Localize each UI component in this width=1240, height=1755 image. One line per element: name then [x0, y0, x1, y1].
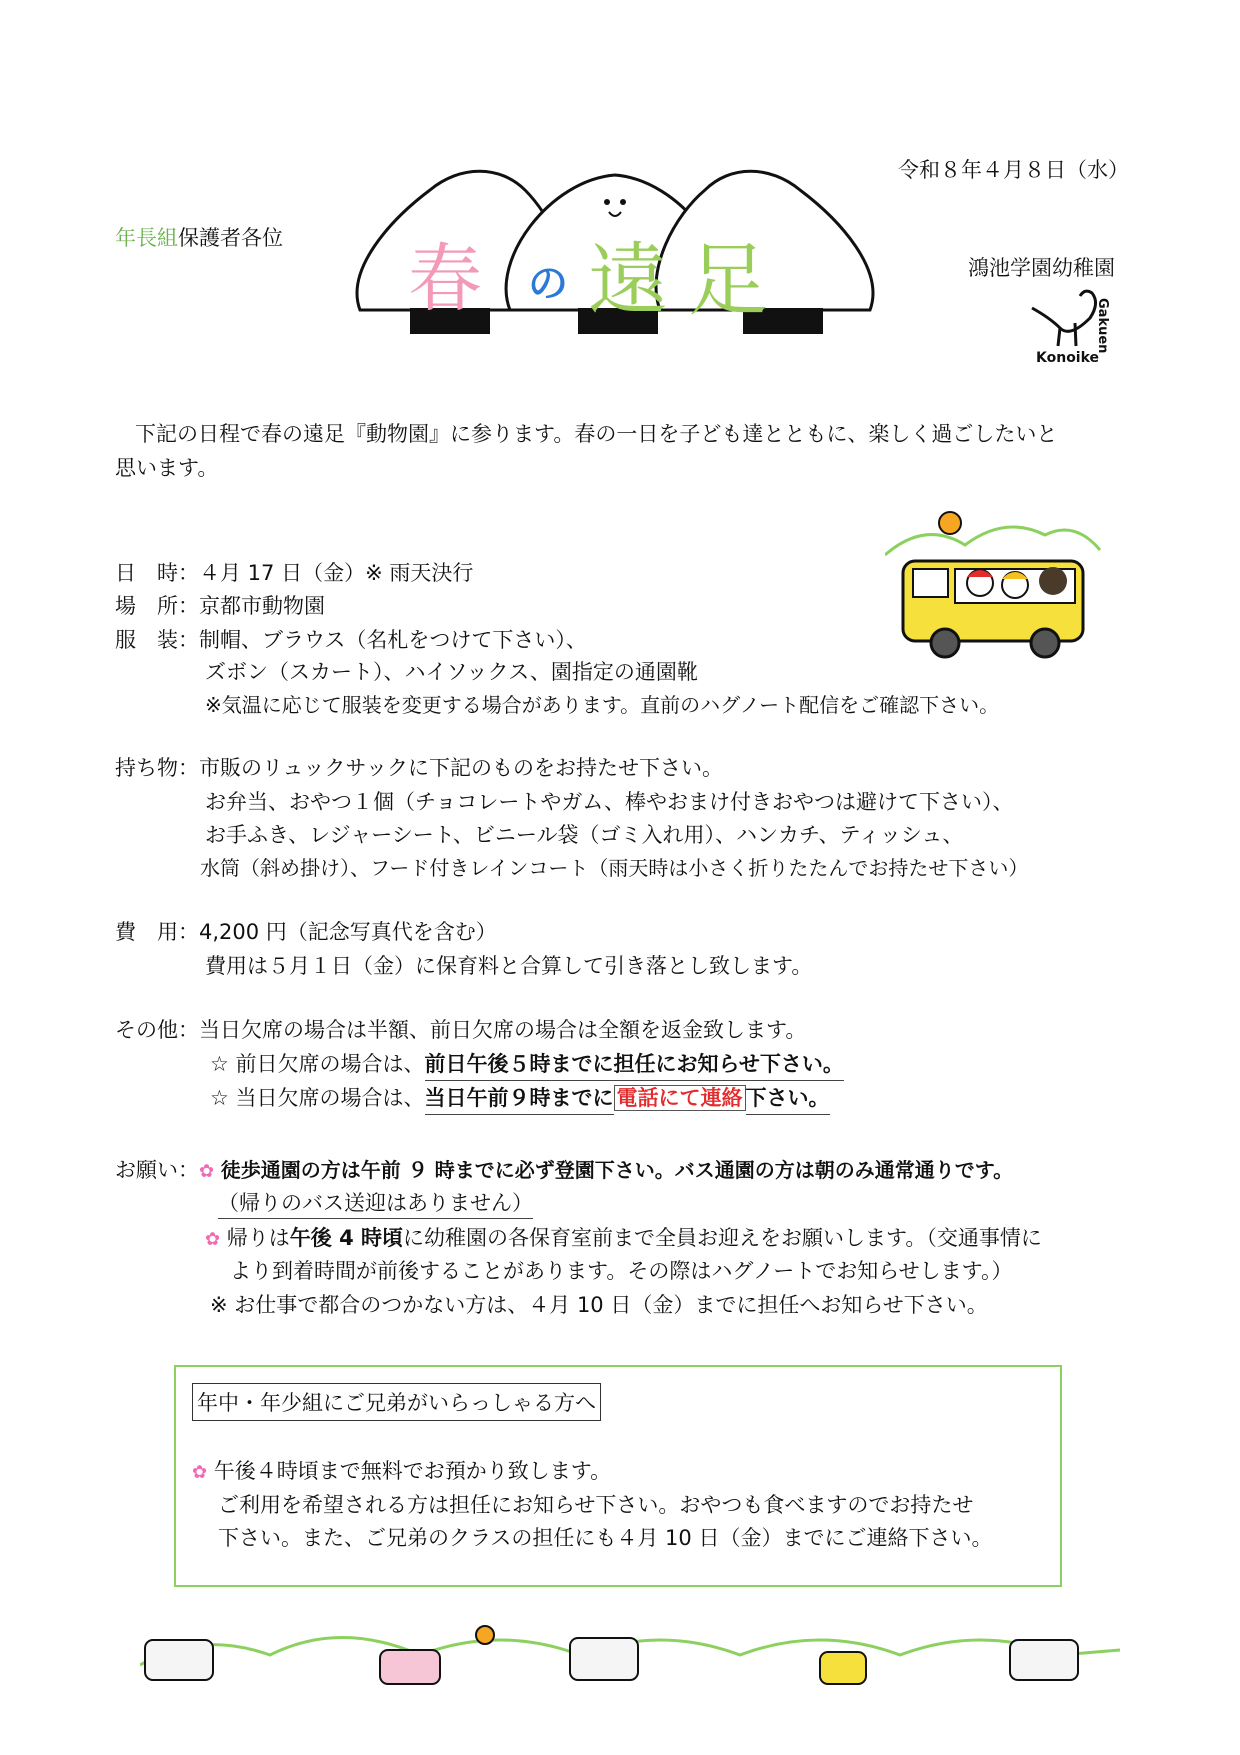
cost-line-1: 4,200 円（記念写真代を含む） [199, 920, 497, 944]
other-3-prefix: ☆ 当日欠席の場合は、 [210, 1086, 425, 1110]
flower-icon: ✿ [205, 1229, 221, 1250]
other-2-emphasis: 前日午後５時までに担任にお知らせ下さい。 [425, 1052, 844, 1081]
logo-text-gakuen: Gakuen [1095, 298, 1110, 354]
bottom-decoration [140, 1610, 1120, 1700]
other-3-phone: 電話にて連絡 [614, 1085, 746, 1111]
date-value: ４月 17 日（金）※ 雨天決行 [199, 561, 474, 585]
other-3-suffix: 下さい。 [746, 1086, 830, 1115]
recipient-suffix: 保護者各位 [178, 226, 283, 250]
recipient-grade: 年長組 [115, 226, 178, 250]
clothes-line-1: 制帽、ブラウス（名札をつけて下さい）、 [199, 628, 587, 652]
sibling-line-3: 下さい。また、ご兄弟のクラスの担任にも４月 10 日（金）までにご連絡下さい。 [218, 1526, 993, 1550]
bus-illustration [885, 505, 1105, 665]
other-2-prefix: ☆ 前日欠席の場合は、 [210, 1052, 425, 1076]
sibling-line-2: ご利用を希望される方は担任にお知らせ下さい。おやつも食べますのでお持たせ [218, 1493, 974, 1517]
intro-line-2: 思います。 [115, 456, 219, 480]
date-row [115, 563, 473, 584]
other-line-1: 当日欠席の場合は半額、前日欠席の場合は全額を返金致します。 [199, 1018, 807, 1042]
cost-label: 費 用： [115, 920, 199, 944]
date-label: 日 時： [115, 561, 199, 585]
items-line-3: お手ふき、レジャーシート、ビニール袋（ゴミ入れ用）、ハンカチ、ティッシュ、 [205, 823, 964, 847]
request-2-a: 帰りは [226, 1226, 290, 1250]
cost-line-2: 費用は５月１日（金）に保育料と合算して引き落とし致します。 [205, 954, 813, 978]
place-value: 京都市動物園 [199, 594, 325, 618]
clothes-label: 服 装： [115, 628, 199, 652]
request-label: お願い： [115, 1158, 199, 1182]
flower-icon: ✿ [199, 1161, 215, 1182]
request-row [115, 1160, 1013, 1181]
recipient [115, 228, 283, 249]
title-illustration [350, 160, 880, 340]
clothes-line-3: ※気温に応じて服装を変更する場合があります。直前のハグノート配信をご確認下さい。 [205, 693, 1000, 717]
flower-icon: ✿ [192, 1462, 208, 1483]
title-char-no: の [528, 261, 568, 307]
other-row [115, 1020, 806, 1041]
sibling-notice-box [174, 1365, 1062, 1587]
items-row [115, 758, 723, 779]
title-char-spring: 春 [408, 236, 482, 322]
school-logo [1030, 288, 1130, 368]
request-2-c: に幼稚園の各保育室前まで全員お迎えをお願いします。（交通事情に [403, 1226, 1042, 1250]
request-line-3: ※ お仕事で都合のつかない方は、４月 10 日（金）までに担任へお知らせ下さい。 [210, 1293, 988, 1317]
cost-row [115, 922, 497, 943]
other-3-emphasis: 当日午前９時までに [425, 1086, 614, 1115]
school-name: 鴻池学園幼稚園 [968, 256, 1115, 280]
school-bus-icon [885, 505, 1105, 665]
place-row [115, 596, 325, 617]
items-line-2: お弁当、おやつ１個（チョコレートやガム、棒やおまけ付きおやつは避けて下さい）、 [205, 790, 1014, 814]
other-label: その他： [115, 1018, 199, 1042]
title-char-en: 遠 [588, 234, 668, 327]
sibling-title: 年中・年少組にご兄弟がいらっしゃる方へ [192, 1383, 601, 1421]
request-line-1: 徒歩通園の方は午前 ９ 時までに必ず登園下さい。バス通園の方は朝のみ通常通りです。 [220, 1158, 1014, 1182]
sibling-text-1: 午後４時頃まで無料でお預かり致します。 [213, 1459, 612, 1483]
clothes-row [115, 630, 587, 651]
sibling-line-1 [192, 1461, 611, 1482]
clothes-line-2: ズボン（スカート）、ハイソックス、園指定の通園靴 [205, 660, 698, 684]
items-line-4: 水筒（斜め掛け）、フード付きレインコート（雨天時は小さく折りたたんでお持たせ下さい） [200, 856, 1029, 880]
document-date: 令和８年４月８日（水） [898, 158, 1129, 182]
other-line-2 [210, 1054, 844, 1075]
title-char-soku: 足 [688, 234, 768, 327]
intro-line-1: 下記の日程で春の遠足『動物園』に参ります。春の一日を子ども達とともに、楽しく過ごしたいと [135, 422, 1058, 446]
request-line-2d: より到着時間が前後することがあります。その際はハグノートでお知らせします。） [230, 1259, 1013, 1283]
place-label: 場 所： [115, 594, 199, 618]
logo-text-konoike: Konoike [1036, 350, 1100, 366]
request-line-1b: （帰りのバス送迎はありません） [218, 1193, 533, 1219]
request-2-time: 午後 4 時頃 [289, 1226, 404, 1250]
other-line-3 [210, 1088, 830, 1109]
bus-border-icon [140, 1610, 1120, 1700]
items-label: 持ち物： [115, 756, 199, 780]
request-line-2 [205, 1228, 1042, 1249]
items-line-1: 市販のリュックサックに下記のものをお持たせ下さい。 [199, 756, 723, 780]
